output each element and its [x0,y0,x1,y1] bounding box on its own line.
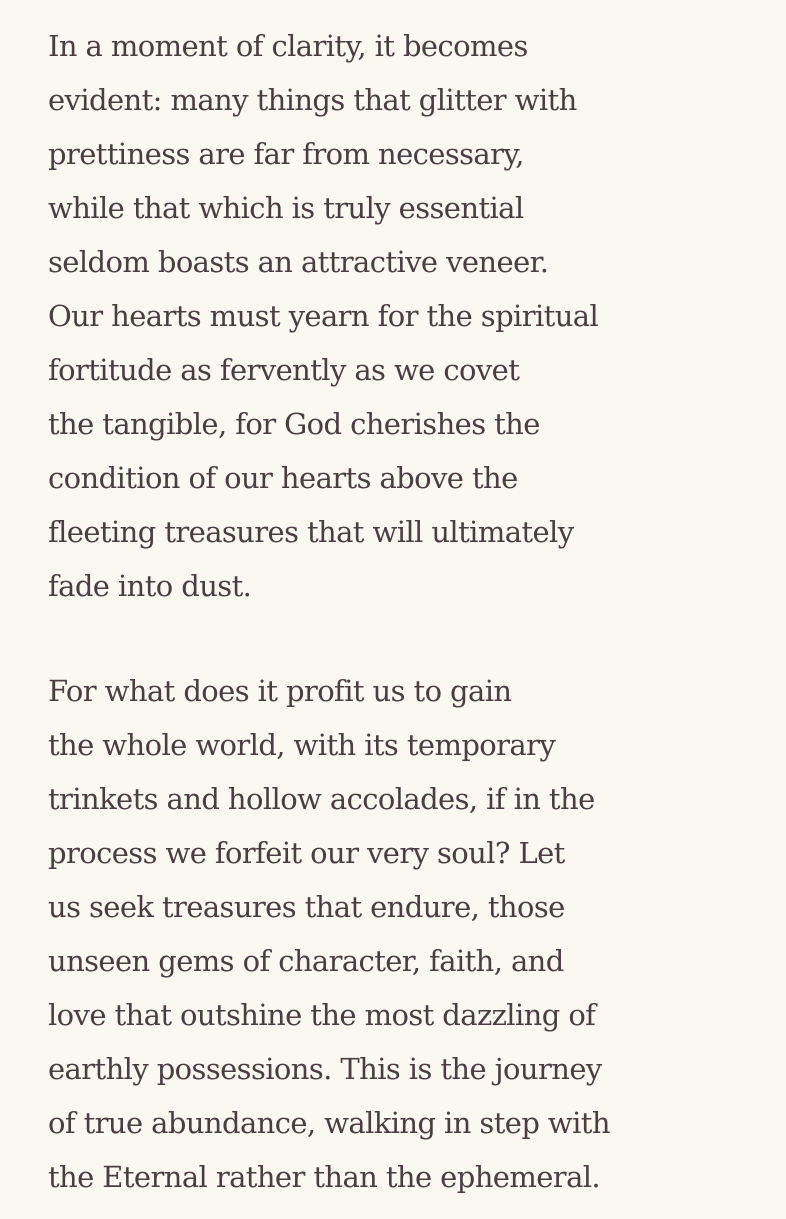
paragraph-line: love that outshine the most dazzling of [48,998,596,1032]
paragraph-line: seldom boasts an attractive veneer. [48,245,549,279]
paragraph-line: Our hearts must yearn for the spiritual [48,299,599,333]
paragraph-line: prettiness are far from necessary, [48,137,524,171]
paragraph-line: while that which is truly essential [48,191,524,225]
paragraph-line: earthly possessions. This is the journey [48,1052,602,1086]
paragraph-line: trinkets and hollow accolades, if in the [48,782,595,816]
paragraph-line: the Eternal rather than the ephemeral. [48,1160,601,1194]
paragraph-line: us seek treasures that endure, those [48,890,565,924]
paragraph-1 [48,19,746,613]
paragraph-line: fortitude as fervently as we covet [48,353,520,387]
paragraph-line: fleeting treasures that will ultimately [48,515,574,549]
paragraph-line: of true abundance, walking in step with [48,1106,610,1140]
paragraph-line: the tangible, for God cherishes the [48,407,540,441]
paragraph-line: unseen gems of character, faith, and [48,944,564,978]
paragraph-2 [48,664,746,1204]
paragraph-line: condition of our hearts above the [48,461,518,495]
article-page [0,19,786,1219]
paragraph-line: For what does it profit us to gain [48,674,512,708]
paragraph-line: process we forfeit our very soul? Let [48,836,565,870]
paragraph-line: evident: many things that glitter with [48,83,577,117]
paragraph-line: In a moment of clarity, it becomes [48,29,528,63]
paragraph-line: the whole world, with its temporary [48,728,556,762]
paragraph-line: fade into dust. [48,569,252,603]
